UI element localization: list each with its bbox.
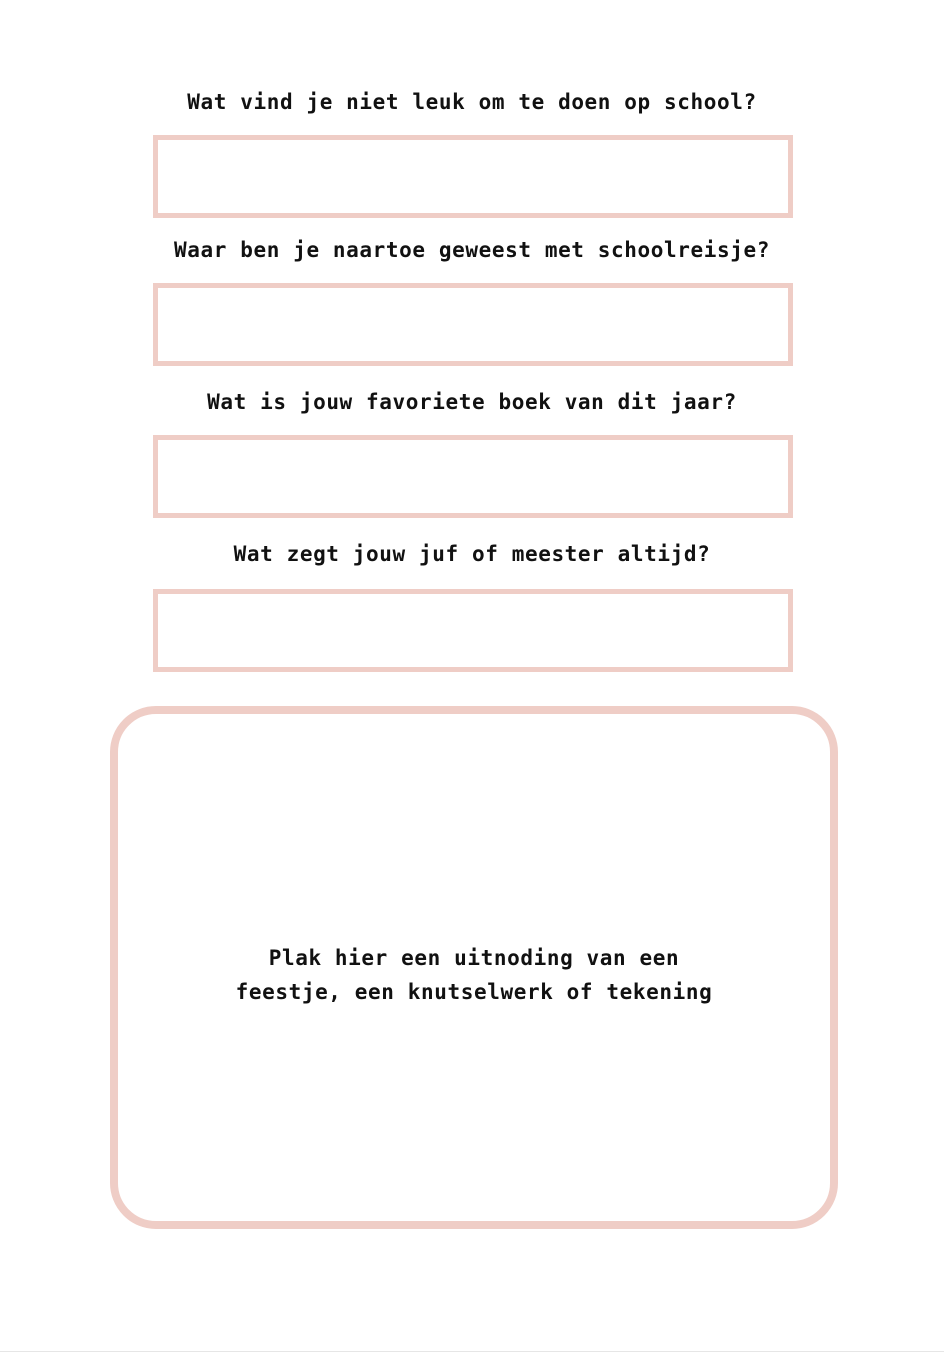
question-4-label: Wat zegt jouw juf of meester altijd? [233, 542, 711, 566]
question-1-label: Wat vind je niet leuk om te doen op school? [187, 90, 757, 114]
page-bottom-rule [0, 1351, 944, 1352]
question-2-answer-box[interactable] [153, 283, 793, 366]
question-3-label: Wat is jouw favoriete boek van dit jaar? [207, 390, 737, 414]
question-4-answer-box[interactable] [153, 589, 793, 672]
paste-area-line-1: Plak hier een uitnoding van een [268, 945, 680, 970]
paste-area[interactable] [110, 706, 838, 1229]
paste-area-instructions [236, 941, 713, 1009]
question-3-answer-box[interactable] [153, 435, 793, 518]
question-1-answer-box[interactable] [153, 135, 793, 218]
question-2-label: Waar ben je naartoe geweest met schoolreisje? [174, 238, 770, 262]
paste-area-line-2: feestje, een knutselwerk of tekening [235, 979, 713, 1004]
